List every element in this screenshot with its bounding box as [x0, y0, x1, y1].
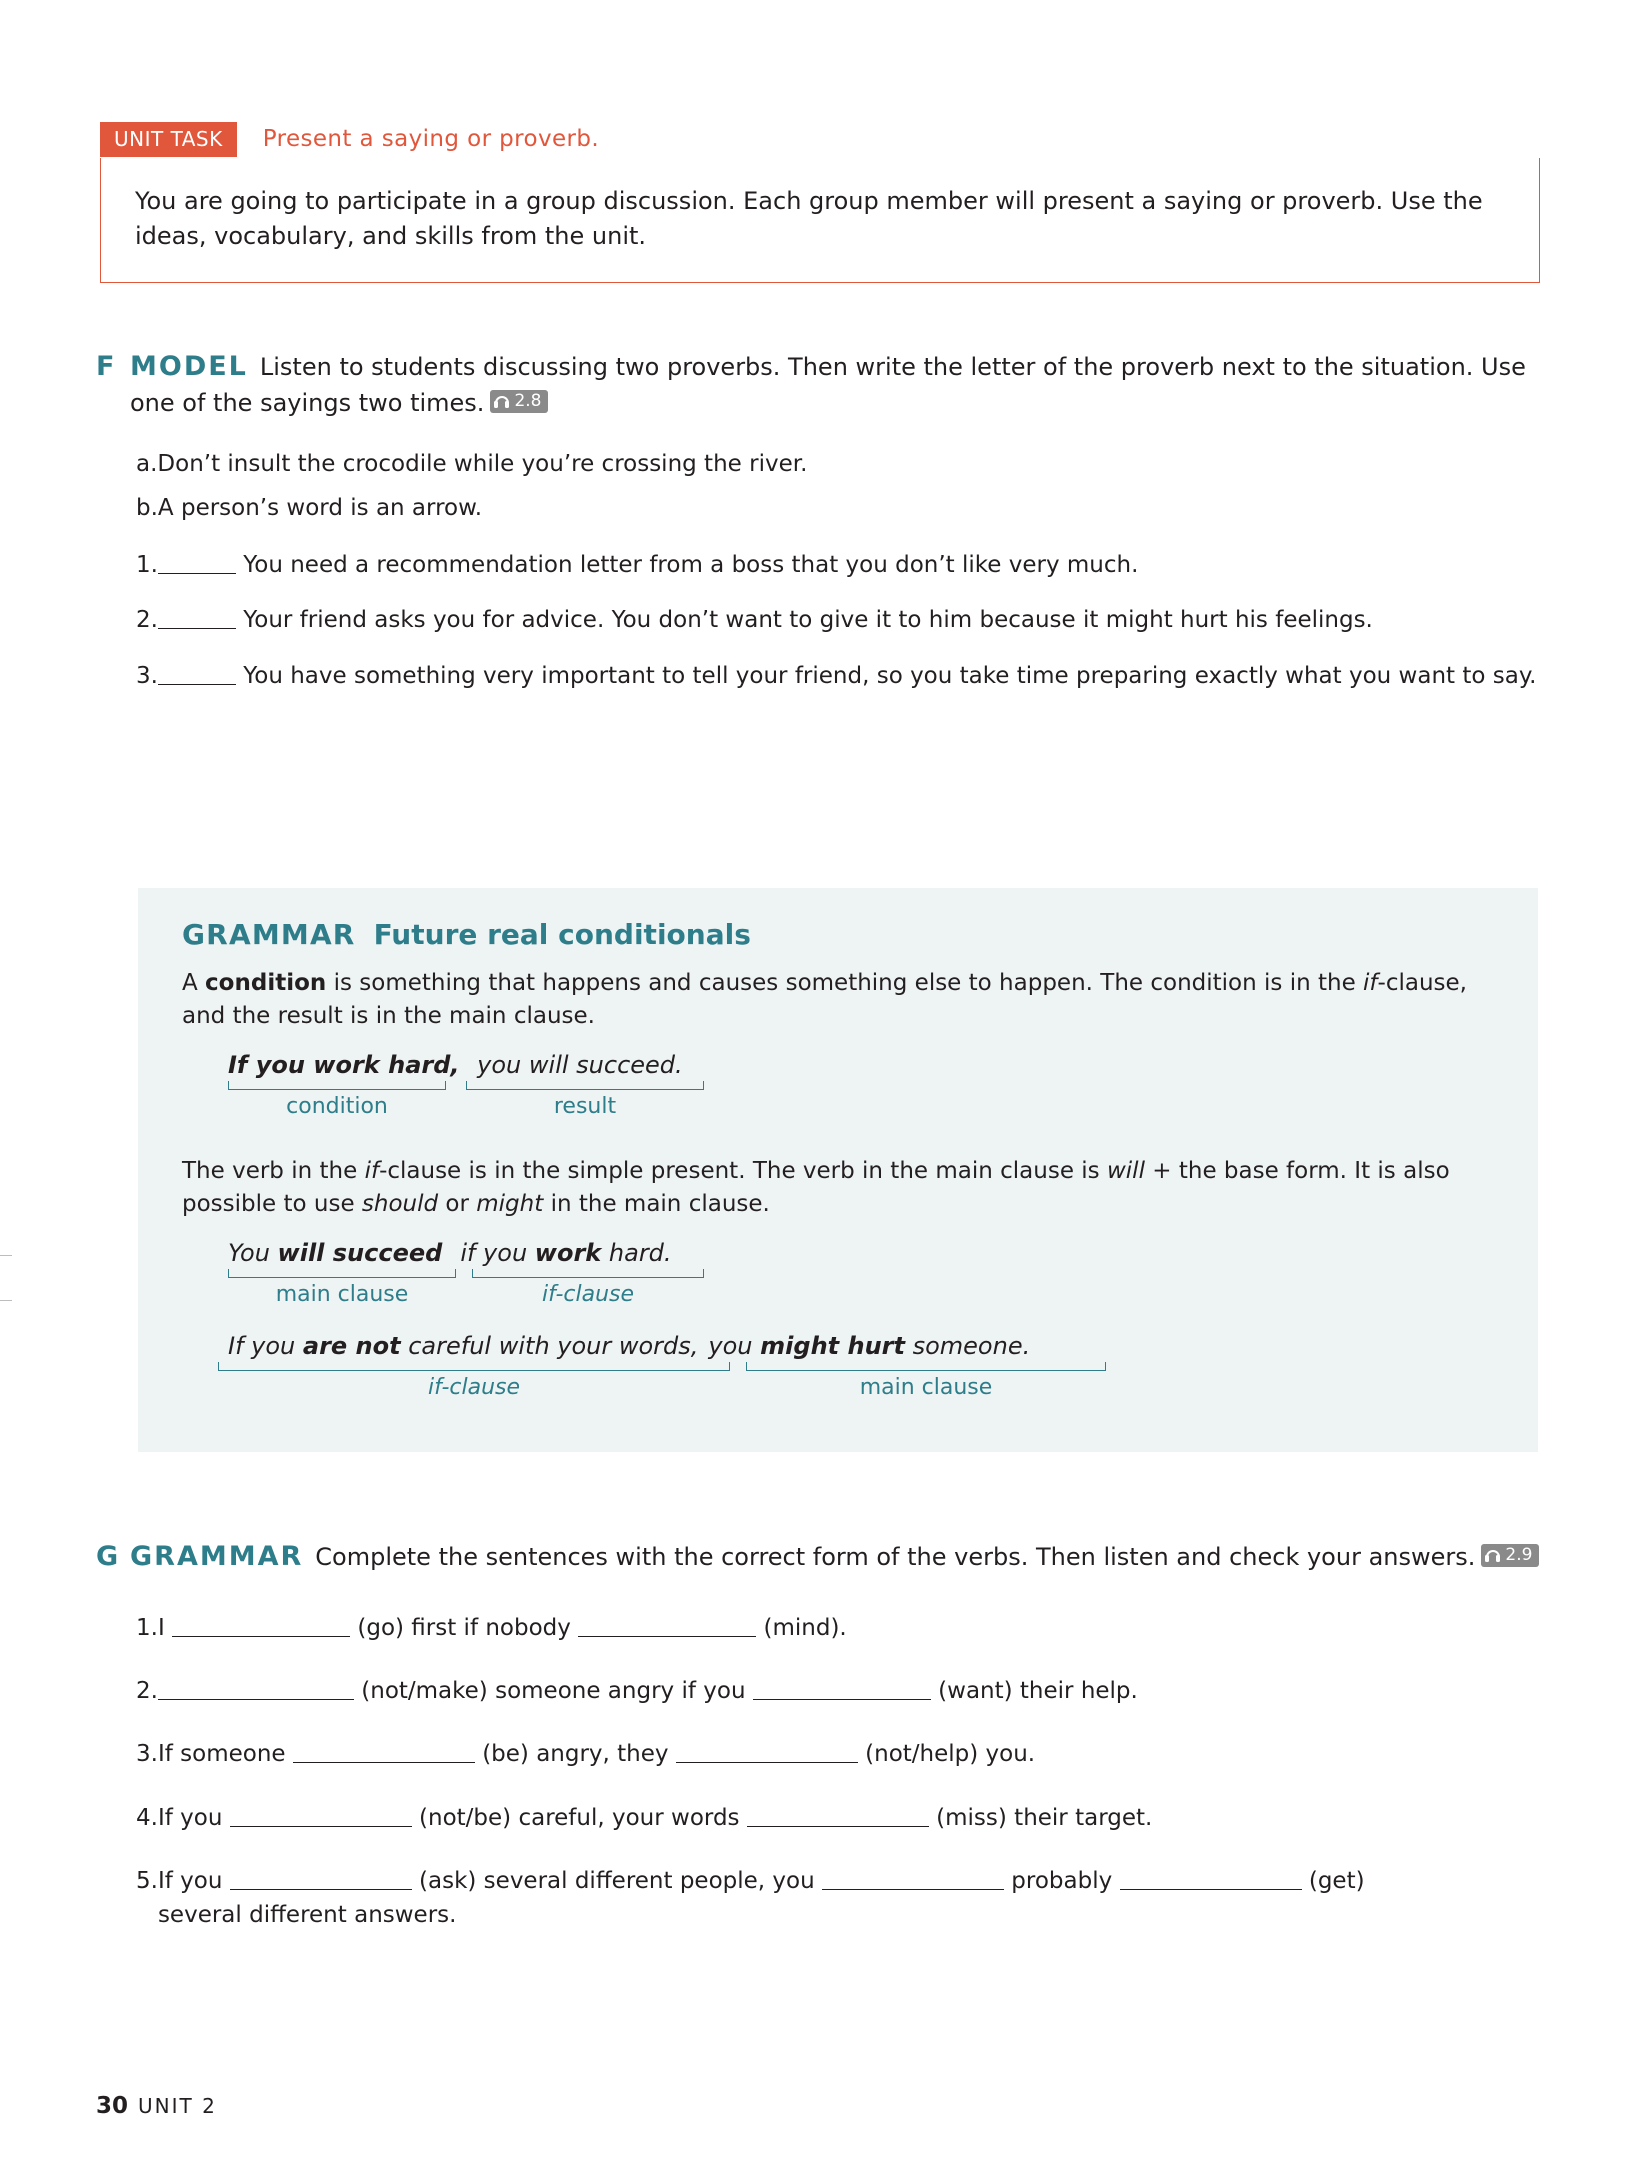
exercise-f [96, 348, 1546, 703]
example3-label-1: if-clause [427, 1374, 521, 1400]
bracket [228, 1269, 456, 1278]
table-row [96, 1675, 1546, 1708]
bracket [472, 1269, 704, 1278]
grammar-p2-might: might [476, 1191, 544, 1218]
grammar-p2-d: or [438, 1191, 477, 1218]
table-row [96, 1612, 1546, 1645]
grammar-example-3-brackets [218, 1362, 1494, 1418]
audio-track-number: 2.8 [514, 390, 542, 411]
item-segment: (ask) several different people, you [419, 1868, 815, 1895]
answer-blank[interactable] [172, 1636, 350, 1637]
example3-part1-bold: are not [302, 1331, 401, 1360]
bracket [228, 1081, 446, 1090]
option-text: Don’t insult the crocodile while you’re crossing the river. [157, 451, 808, 478]
item-segment: If someone [157, 1741, 286, 1768]
exercise-g-instructions: Complete the sentences with the correct form of the verbs. Then listen and check your answers. [315, 1543, 1476, 1571]
item-text: You have something very important to tell your friend, so you take time preparing exactly what you want to say. [243, 662, 1537, 689]
example1-label-1: condition [286, 1093, 388, 1119]
grammar-p1-a: A [182, 970, 206, 996]
grammar-p1-bold: condition [205, 970, 327, 996]
example1-part2: you will succeed. [477, 1050, 683, 1079]
bracket [218, 1362, 730, 1371]
item-number: 3. [136, 662, 158, 689]
exercise-g [96, 1538, 1546, 1942]
answer-blank[interactable] [293, 1762, 475, 1763]
answer-blank[interactable] [158, 628, 236, 629]
item-segment: (mind). [763, 1614, 847, 1641]
unit-task-body-box [100, 158, 1540, 283]
item-segment: (not/help) you. [865, 1741, 1036, 1768]
item-segment: (be) angry, they [482, 1741, 669, 1768]
grammar-label: GRAMMAR [182, 918, 356, 951]
answer-blank[interactable] [230, 1889, 412, 1890]
item-number: 1. [136, 1614, 158, 1641]
exercise-f-heading [96, 348, 1546, 420]
example1-part1: If you work hard, [228, 1050, 460, 1079]
grammar-paragraph-1 [182, 967, 1494, 1034]
item-segment: (not/be) careful, your words [419, 1804, 740, 1831]
grammar-p2-should: should [361, 1191, 439, 1218]
table-row [96, 1865, 1546, 1932]
item-text: You need a recommendation letter from a boss that you don’t like very much. [243, 552, 1139, 579]
grammar-p2-b: -clause is in the simple present. The verb in the main clause is [379, 1157, 1107, 1184]
item-segment: (go) first if nobody [357, 1614, 571, 1641]
item-number: 1. [136, 552, 158, 579]
grammar-example-3 [228, 1331, 1494, 1362]
grammar-p1-b: is something that happens and causes something else to happen. The condition is in the [326, 970, 1364, 996]
item-segment: (not/make) someone angry if you [361, 1678, 746, 1705]
grammar-paragraph-2 [182, 1155, 1494, 1222]
headphones-icon [1485, 1547, 1501, 1563]
example2-part1-bold: will succeed [277, 1238, 443, 1267]
grammar-box [138, 888, 1538, 1452]
grammar-p2-c: + the base form. It is also possible to use [182, 1157, 1450, 1218]
footer-unit-label: UNIT 2 [138, 2094, 217, 2118]
answer-blank[interactable] [822, 1889, 1004, 1890]
bracket [746, 1362, 1106, 1371]
unit-task-block [100, 120, 1540, 283]
grammar-p2-if: if [364, 1157, 380, 1184]
example2-part2-plain-b: hard. [601, 1238, 672, 1267]
item-segment: probably [1011, 1868, 1113, 1895]
option-marker: b. [136, 494, 158, 521]
unit-task-body-text: You are going to participate in a group discussion. Each group member will present a saying or proverb. Use the ideas, vocabulary, and skills from the unit. [135, 187, 1483, 250]
item-segment: (miss) their target. [936, 1804, 1153, 1831]
answer-blank[interactable] [578, 1636, 756, 1637]
exercise-g-letter: G [96, 1541, 119, 1572]
item-segment: I [157, 1614, 165, 1641]
trim-mark [0, 1300, 12, 1301]
exercise-f-letter: F [96, 351, 115, 382]
example2-part2-bold: work [534, 1238, 602, 1267]
example3-part2-bold: might hurt [760, 1331, 905, 1360]
exercise-f-label: MODEL [130, 351, 248, 382]
item-number: 2. [136, 1678, 158, 1705]
example2-part1-plain: You [228, 1238, 278, 1267]
example2-part2-plain-a: if you [460, 1238, 535, 1267]
grammar-subtitle: Future real conditionals [373, 918, 751, 951]
exercise-g-heading [96, 1538, 1546, 1576]
example1-label-2: result [553, 1093, 617, 1119]
grammar-box-title [182, 918, 1494, 951]
item-number: 3. [136, 1741, 158, 1768]
exercise-g-label: GRAMMAR [130, 1541, 304, 1572]
grammar-p1-italic: if [1363, 970, 1378, 996]
audio-track-chip[interactable] [490, 390, 548, 413]
exercise-f-items [96, 549, 1546, 693]
example3-part1-plain-a: If you [228, 1331, 303, 1360]
grammar-p2-will: will [1106, 1157, 1145, 1184]
grammar-p1-c: -clause, and the result is in the main clause. [182, 970, 1467, 1030]
table-row [96, 660, 1546, 693]
grammar-example-2-brackets [228, 1269, 1494, 1325]
headphones-icon [494, 393, 510, 409]
item-number: 4. [136, 1804, 158, 1831]
grammar-p2-e: in the main clause. [543, 1191, 770, 1218]
answer-blank[interactable] [1120, 1889, 1302, 1890]
example2-label-2: if-clause [541, 1281, 635, 1307]
unit-task-header [100, 120, 1540, 158]
unit-task-title: Present a saying or proverb. [262, 126, 600, 152]
item-continuation: several different answers. [157, 1901, 457, 1928]
answer-blank[interactable] [158, 1699, 354, 1700]
page-footer [96, 2093, 217, 2119]
item-segment: (want) their help. [938, 1678, 1138, 1705]
example3-part2-plain-b: someone. [904, 1331, 1031, 1360]
item-number: 2. [136, 607, 158, 634]
answer-blank[interactable] [158, 573, 236, 574]
item-number: 5. [136, 1868, 158, 1895]
audio-track-chip[interactable] [1481, 1544, 1539, 1567]
example3-part2-plain-a: you [708, 1331, 761, 1360]
example3-label-2: main clause [859, 1374, 993, 1400]
page-number: 30 [96, 2093, 129, 2119]
answer-blank[interactable] [158, 684, 236, 685]
unit-task-tag: UNIT TASK [100, 122, 237, 157]
audio-track-number: 2.9 [1505, 1544, 1533, 1565]
option-marker: a. [136, 451, 158, 478]
answer-blank[interactable] [753, 1699, 931, 1700]
table-row [96, 1738, 1546, 1771]
example2-label-1: main clause [275, 1281, 409, 1307]
table-row [96, 604, 1546, 637]
answer-blank[interactable] [230, 1826, 412, 1827]
bracket [466, 1081, 704, 1090]
grammar-example-2 [228, 1238, 1494, 1269]
grammar-example-1 [228, 1050, 1494, 1081]
item-segment: (get) [1308, 1868, 1365, 1895]
answer-blank[interactable] [676, 1762, 858, 1763]
option-text: A person’s word is an arrow. [157, 494, 483, 521]
item-segment: If you [157, 1804, 223, 1831]
example3-part1-plain-b: careful with your words, [400, 1331, 699, 1360]
grammar-p2-a: The verb in the [182, 1157, 365, 1184]
exercise-f-options [96, 448, 1546, 525]
list-item [96, 448, 1546, 481]
answer-blank[interactable] [747, 1826, 929, 1827]
exercise-g-items [96, 1612, 1546, 1932]
table-row [96, 1802, 1546, 1835]
item-segment: If you [157, 1868, 223, 1895]
item-text: Your friend asks you for advice. You don’t want to give it to him because it might hurt his feelings. [243, 607, 1373, 634]
list-item [96, 492, 1546, 525]
table-row [96, 549, 1546, 582]
trim-mark [0, 1255, 12, 1256]
exercise-f-instructions: Listen to students discussing two proverbs. Then write the letter of the proverb next to the situation. Use one of the sayings two times. [130, 353, 1526, 417]
grammar-example-1-brackets [228, 1081, 1494, 1137]
